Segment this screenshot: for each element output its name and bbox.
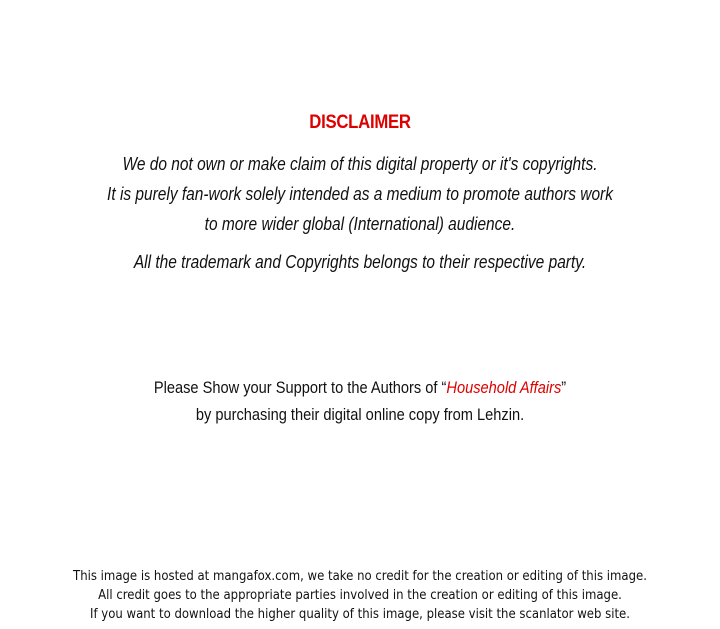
support-suffix: ” (561, 378, 567, 397)
disclaimer-line-3: to more wider global (International) audience. (204, 214, 516, 234)
footer-line-3: If you want to download the higher quality of this image, please visit the scanlator web site. (90, 607, 630, 622)
footer-line-2: All credit goes to the appropriate parties involved in the creation or editing of this image. (98, 588, 622, 603)
disclaimer-line-2: It is purely fan-work solely intended as a medium to promote authors work (107, 184, 613, 204)
footer-notice (0, 567, 720, 624)
footer-line-1: This image is hosted at mangafox.com, we take no credit for the creation or editing of this image. (73, 569, 647, 584)
disclaimer-line-1: We do not own or make claim of this digital property or it's copyrights. (122, 154, 598, 174)
support-line-2: by purchasing their digital online copy from Lehzin. (195, 405, 525, 424)
support-line-1 (50, 378, 669, 398)
work-title: Household Affairs (446, 378, 562, 397)
support-prefix: Please Show your Support to the Authors of “ (153, 378, 447, 397)
disclaimer-title: DISCLAIMER (309, 112, 411, 133)
disclaimer-line-4: All the trademark and Copyrights belongs to their respective party. (133, 252, 587, 272)
